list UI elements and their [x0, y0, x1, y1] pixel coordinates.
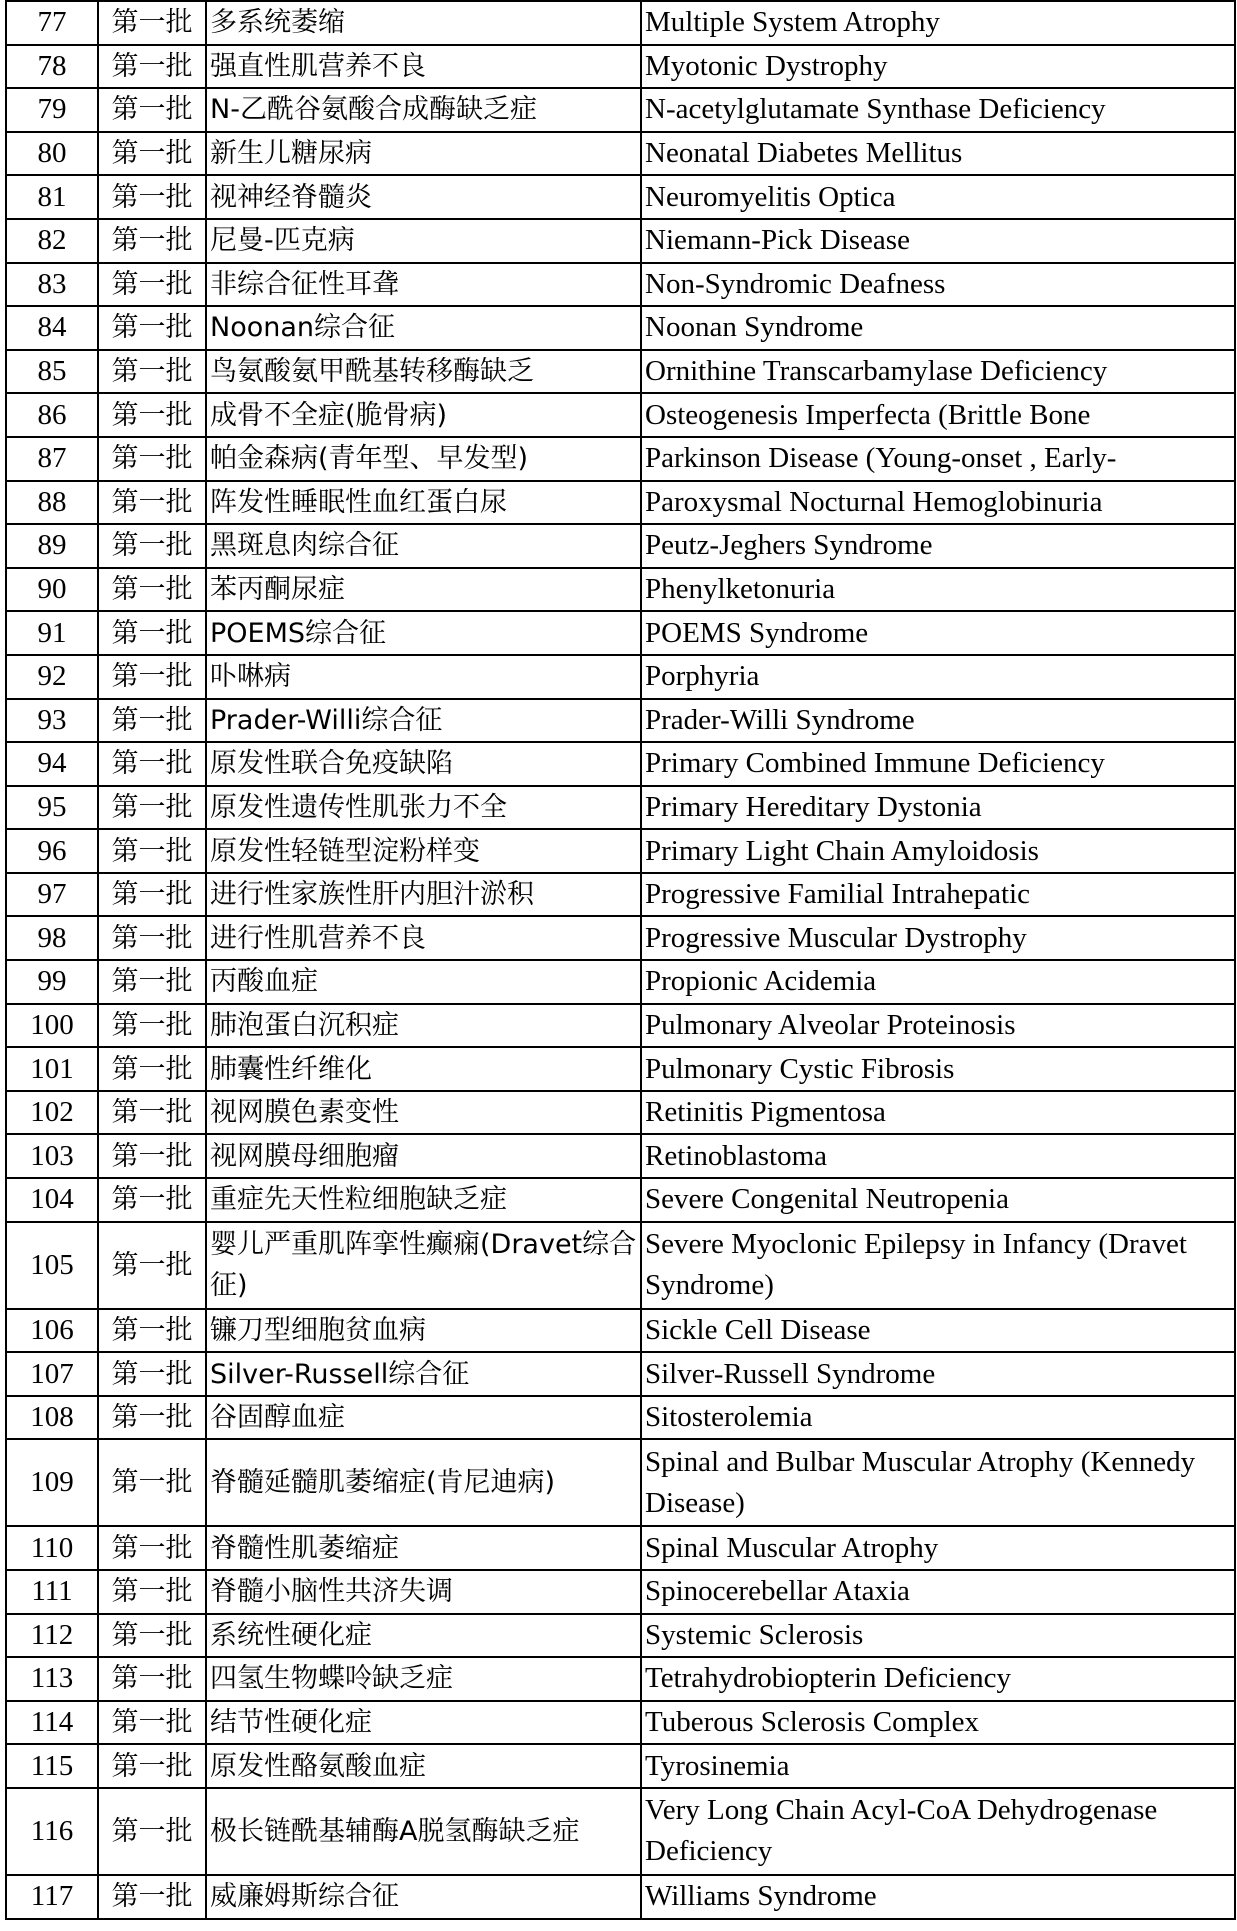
- english-name-cell: Spinal and Bulbar Muscular Atrophy (Kennedy Disease): [641, 1439, 1235, 1526]
- chinese-name-cell: 结节性硬化症: [206, 1701, 641, 1745]
- table-row: [6, 1570, 1235, 1614]
- batch-cell: 第一批: [98, 742, 206, 786]
- batch-cell: 第一批: [98, 1614, 206, 1658]
- english-name-cell: N-acetylglutamate Synthase Deficiency: [641, 88, 1235, 132]
- english-name-cell: Very Long Chain Acyl-CoA Dehydrogenase Deficiency: [641, 1788, 1235, 1875]
- english-name-cell: Porphyria: [641, 655, 1235, 699]
- batch-cell: 第一批: [98, 350, 206, 394]
- english-name-cell: Silver-Russell Syndrome: [641, 1352, 1235, 1396]
- english-name-cell: Niemann-Pick Disease: [641, 219, 1235, 263]
- batch-cell: 第一批: [98, 1701, 206, 1745]
- table-row: [6, 1439, 1235, 1526]
- batch-cell: 第一批: [98, 1657, 206, 1701]
- table-row: [6, 1657, 1235, 1701]
- batch-cell: 第一批: [98, 132, 206, 176]
- english-name-cell: Pulmonary Cystic Fibrosis: [641, 1047, 1235, 1091]
- chinese-name-cell: 镰刀型细胞贫血病: [206, 1309, 641, 1353]
- table-row: [6, 742, 1235, 786]
- batch-cell: 第一批: [98, 1396, 206, 1440]
- english-name-cell: Myotonic Dystrophy: [641, 45, 1235, 89]
- row-number: 100: [6, 1004, 98, 1048]
- chinese-name-cell: 脊髓延髓肌萎缩症(肯尼迪病): [206, 1439, 641, 1526]
- english-name-cell: Primary Light Chain Amyloidosis: [641, 829, 1235, 873]
- row-number: 92: [6, 655, 98, 699]
- english-name-cell: Paroxysmal Nocturnal Hemoglobinuria: [641, 481, 1235, 525]
- table-row: [6, 699, 1235, 743]
- english-name-cell: Williams Syndrome: [641, 1875, 1235, 1919]
- row-number: 105: [6, 1222, 98, 1309]
- english-name-cell: Peutz-Jeghers Syndrome: [641, 524, 1235, 568]
- row-number: 104: [6, 1178, 98, 1222]
- table-row: [6, 786, 1235, 830]
- table-row: [6, 263, 1235, 307]
- row-number: 88: [6, 481, 98, 525]
- english-name-cell: Osteogenesis Imperfecta (Brittle Bone: [641, 393, 1235, 437]
- row-number: 84: [6, 306, 98, 350]
- chinese-name-cell: 帕金森病(青年型、早发型): [206, 437, 641, 481]
- english-name-cell: Tetrahydrobiopterin Deficiency: [641, 1657, 1235, 1701]
- rare-disease-table: [5, 0, 1236, 1920]
- english-name-cell: Primary Combined Immune Deficiency: [641, 742, 1235, 786]
- chinese-name-cell: 婴儿严重肌阵挛性癫痫(Dravet综合征): [206, 1222, 641, 1309]
- table-row: [6, 175, 1235, 219]
- row-number: 81: [6, 175, 98, 219]
- row-number: 94: [6, 742, 98, 786]
- table-body: [6, 1, 1235, 1919]
- table-row: [6, 132, 1235, 176]
- chinese-name-cell: 进行性家族性肝内胆汁淤积: [206, 873, 641, 917]
- batch-cell: 第一批: [98, 1, 206, 45]
- table-row: [6, 219, 1235, 263]
- row-number: 102: [6, 1091, 98, 1135]
- chinese-name-cell: N-乙酰谷氨酸合成酶缺乏症: [206, 88, 641, 132]
- table-row: [6, 88, 1235, 132]
- table-row: [6, 1, 1235, 45]
- chinese-name-cell: 视网膜色素变性: [206, 1091, 641, 1135]
- chinese-name-cell: 脊髓小脑性共济失调: [206, 1570, 641, 1614]
- batch-cell: 第一批: [98, 611, 206, 655]
- row-number: 82: [6, 219, 98, 263]
- table-row: [6, 873, 1235, 917]
- table-row: [6, 611, 1235, 655]
- batch-cell: 第一批: [98, 45, 206, 89]
- batch-cell: 第一批: [98, 437, 206, 481]
- row-number: 96: [6, 829, 98, 873]
- chinese-name-cell: 谷固醇血症: [206, 1396, 641, 1440]
- batch-cell: 第一批: [98, 88, 206, 132]
- row-number: 115: [6, 1744, 98, 1788]
- row-number: 116: [6, 1788, 98, 1875]
- chinese-name-cell: 新生儿糖尿病: [206, 132, 641, 176]
- row-number: 91: [6, 611, 98, 655]
- chinese-name-cell: 多系统萎缩: [206, 1, 641, 45]
- batch-cell: 第一批: [98, 699, 206, 743]
- table-row: [6, 960, 1235, 1004]
- batch-cell: 第一批: [98, 1222, 206, 1309]
- table-row: [6, 1004, 1235, 1048]
- english-name-cell: Prader-Willi Syndrome: [641, 699, 1235, 743]
- english-name-cell: Retinoblastoma: [641, 1134, 1235, 1178]
- english-name-cell: Sickle Cell Disease: [641, 1309, 1235, 1353]
- row-number: 83: [6, 263, 98, 307]
- english-name-cell: Systemic Sclerosis: [641, 1614, 1235, 1658]
- row-number: 77: [6, 1, 98, 45]
- row-number: 113: [6, 1657, 98, 1701]
- row-number: 109: [6, 1439, 98, 1526]
- english-name-cell: Multiple System Atrophy: [641, 1, 1235, 45]
- batch-cell: 第一批: [98, 568, 206, 612]
- chinese-name-cell: 鸟氨酸氨甲酰基转移酶缺乏: [206, 350, 641, 394]
- english-name-cell: Tuberous Sclerosis Complex: [641, 1701, 1235, 1745]
- english-name-cell: Pulmonary Alveolar Proteinosis: [641, 1004, 1235, 1048]
- chinese-name-cell: 进行性肌营养不良: [206, 916, 641, 960]
- row-number: 108: [6, 1396, 98, 1440]
- row-number: 80: [6, 132, 98, 176]
- table-row: [6, 1788, 1235, 1875]
- batch-cell: 第一批: [98, 1570, 206, 1614]
- chinese-name-cell: 四氢生物蝶呤缺乏症: [206, 1657, 641, 1701]
- batch-cell: 第一批: [98, 1875, 206, 1919]
- row-number: 87: [6, 437, 98, 481]
- chinese-name-cell: 成骨不全症(脆骨病): [206, 393, 641, 437]
- chinese-name-cell: 重症先天性粒细胞缺乏症: [206, 1178, 641, 1222]
- chinese-name-cell: Silver-Russell综合征: [206, 1352, 641, 1396]
- batch-cell: 第一批: [98, 263, 206, 307]
- english-name-cell: Sitosterolemia: [641, 1396, 1235, 1440]
- table-row: [6, 1352, 1235, 1396]
- batch-cell: 第一批: [98, 1178, 206, 1222]
- table-row: [6, 829, 1235, 873]
- batch-cell: 第一批: [98, 1352, 206, 1396]
- table-row: [6, 1222, 1235, 1309]
- batch-cell: 第一批: [98, 1309, 206, 1353]
- row-number: 90: [6, 568, 98, 612]
- batch-cell: 第一批: [98, 1134, 206, 1178]
- batch-cell: 第一批: [98, 1004, 206, 1048]
- table-row: [6, 350, 1235, 394]
- table-row: [6, 306, 1235, 350]
- batch-cell: 第一批: [98, 1526, 206, 1570]
- english-name-cell: Non-Syndromic Deafness: [641, 263, 1235, 307]
- english-name-cell: Primary Hereditary Dystonia: [641, 786, 1235, 830]
- chinese-name-cell: 视网膜母细胞瘤: [206, 1134, 641, 1178]
- batch-cell: 第一批: [98, 829, 206, 873]
- row-number: 85: [6, 350, 98, 394]
- batch-cell: 第一批: [98, 1047, 206, 1091]
- row-number: 93: [6, 699, 98, 743]
- chinese-name-cell: 威廉姆斯综合征: [206, 1875, 641, 1919]
- batch-cell: 第一批: [98, 1091, 206, 1135]
- batch-cell: 第一批: [98, 1744, 206, 1788]
- english-name-cell: Progressive Familial Intrahepatic: [641, 873, 1235, 917]
- batch-cell: 第一批: [98, 175, 206, 219]
- chinese-name-cell: 强直性肌营养不良: [206, 45, 641, 89]
- row-number: 97: [6, 873, 98, 917]
- chinese-name-cell: 原发性遗传性肌张力不全: [206, 786, 641, 830]
- row-number: 89: [6, 524, 98, 568]
- table-row: [6, 45, 1235, 89]
- table-row: [6, 1701, 1235, 1745]
- table-row: [6, 1744, 1235, 1788]
- chinese-name-cell: 原发性酪氨酸血症: [206, 1744, 641, 1788]
- chinese-name-cell: 极长链酰基辅酶A脱氢酶缺乏症: [206, 1788, 641, 1875]
- english-name-cell: Progressive Muscular Dystrophy: [641, 916, 1235, 960]
- chinese-name-cell: 苯丙酮尿症: [206, 568, 641, 612]
- english-name-cell: Spinal Muscular Atrophy: [641, 1526, 1235, 1570]
- batch-cell: 第一批: [98, 524, 206, 568]
- batch-cell: 第一批: [98, 960, 206, 1004]
- table-row: [6, 1047, 1235, 1091]
- table-row: [6, 393, 1235, 437]
- english-name-cell: Neuromyelitis Optica: [641, 175, 1235, 219]
- english-name-cell: Propionic Acidemia: [641, 960, 1235, 1004]
- chinese-name-cell: Prader-Willi综合征: [206, 699, 641, 743]
- chinese-name-cell: 脊髓性肌萎缩症: [206, 1526, 641, 1570]
- row-number: 79: [6, 88, 98, 132]
- table-row: [6, 1134, 1235, 1178]
- batch-cell: 第一批: [98, 306, 206, 350]
- row-number: 101: [6, 1047, 98, 1091]
- english-name-cell: Severe Congenital Neutropenia: [641, 1178, 1235, 1222]
- table-row: [6, 1396, 1235, 1440]
- batch-cell: 第一批: [98, 1439, 206, 1526]
- row-number: 95: [6, 786, 98, 830]
- row-number: 111: [6, 1570, 98, 1614]
- batch-cell: 第一批: [98, 393, 206, 437]
- row-number: 86: [6, 393, 98, 437]
- english-name-cell: Severe Myoclonic Epilepsy in Infancy (Dravet Syndrome): [641, 1222, 1235, 1309]
- batch-cell: 第一批: [98, 219, 206, 263]
- chinese-name-cell: 阵发性睡眠性血红蛋白尿: [206, 481, 641, 525]
- english-name-cell: Parkinson Disease (Young-onset , Early-: [641, 437, 1235, 481]
- chinese-name-cell: 丙酸血症: [206, 960, 641, 1004]
- row-number: 78: [6, 45, 98, 89]
- batch-cell: 第一批: [98, 786, 206, 830]
- table-row: [6, 916, 1235, 960]
- english-name-cell: Phenylketonuria: [641, 568, 1235, 612]
- chinese-name-cell: 卟啉病: [206, 655, 641, 699]
- row-number: 110: [6, 1526, 98, 1570]
- chinese-name-cell: 非综合征性耳聋: [206, 263, 641, 307]
- row-number: 103: [6, 1134, 98, 1178]
- table-row: [6, 568, 1235, 612]
- chinese-name-cell: 黑斑息肉综合征: [206, 524, 641, 568]
- row-number: 107: [6, 1352, 98, 1396]
- english-name-cell: POEMS Syndrome: [641, 611, 1235, 655]
- english-name-cell: Spinocerebellar Ataxia: [641, 1570, 1235, 1614]
- table-row: [6, 437, 1235, 481]
- table-row: [6, 1526, 1235, 1570]
- table-row: [6, 1309, 1235, 1353]
- row-number: 114: [6, 1701, 98, 1745]
- table-row: [6, 1178, 1235, 1222]
- batch-cell: 第一批: [98, 481, 206, 525]
- english-name-cell: Retinitis Pigmentosa: [641, 1091, 1235, 1135]
- table-row: [6, 1091, 1235, 1135]
- row-number: 99: [6, 960, 98, 1004]
- table-row: [6, 481, 1235, 525]
- chinese-name-cell: 肺泡蛋白沉积症: [206, 1004, 641, 1048]
- table-row: [6, 1614, 1235, 1658]
- row-number: 98: [6, 916, 98, 960]
- chinese-name-cell: 原发性联合免疫缺陷: [206, 742, 641, 786]
- chinese-name-cell: 原发性轻链型淀粉样变: [206, 829, 641, 873]
- batch-cell: 第一批: [98, 655, 206, 699]
- batch-cell: 第一批: [98, 1788, 206, 1875]
- batch-cell: 第一批: [98, 916, 206, 960]
- row-number: 117: [6, 1875, 98, 1919]
- english-name-cell: Tyrosinemia: [641, 1744, 1235, 1788]
- row-number: 106: [6, 1309, 98, 1353]
- row-number: 112: [6, 1614, 98, 1658]
- english-name-cell: Ornithine Transcarbamylase Deficiency: [641, 350, 1235, 394]
- table-row: [6, 1875, 1235, 1919]
- english-name-cell: Neonatal Diabetes Mellitus: [641, 132, 1235, 176]
- chinese-name-cell: Noonan综合征: [206, 306, 641, 350]
- english-name-cell: Noonan Syndrome: [641, 306, 1235, 350]
- table-row: [6, 524, 1235, 568]
- chinese-name-cell: 尼曼-匹克病: [206, 219, 641, 263]
- batch-cell: 第一批: [98, 873, 206, 917]
- table-row: [6, 655, 1235, 699]
- chinese-name-cell: 视神经脊髓炎: [206, 175, 641, 219]
- chinese-name-cell: 系统性硬化症: [206, 1614, 641, 1658]
- chinese-name-cell: 肺囊性纤维化: [206, 1047, 641, 1091]
- chinese-name-cell: POEMS综合征: [206, 611, 641, 655]
